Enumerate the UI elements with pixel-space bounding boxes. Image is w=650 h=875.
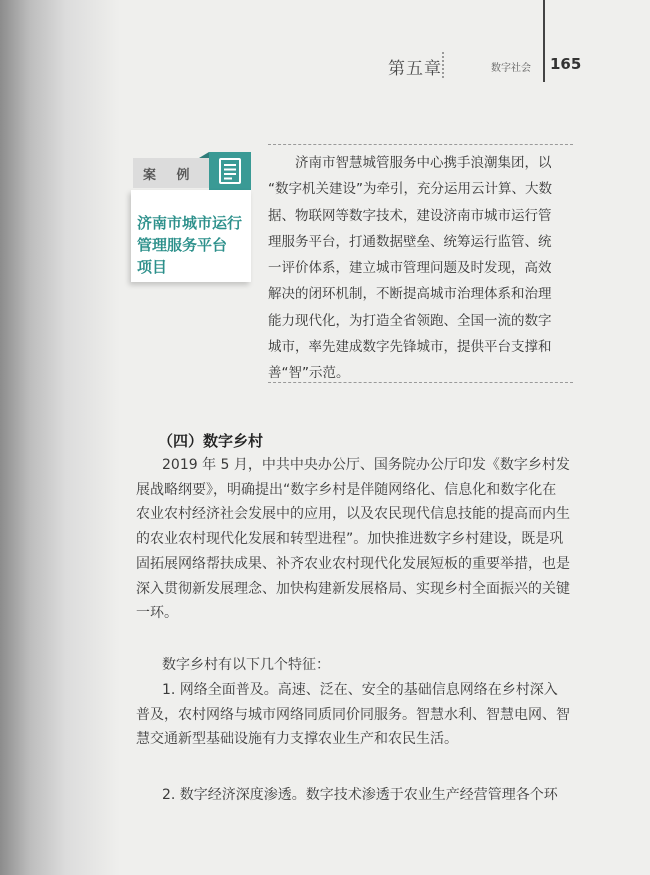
paragraph-line: 一环。 [136, 605, 178, 622]
case-text-line: 一评价体系，建立城市管理问题及时发现，高效 [268, 260, 552, 277]
chapter-title: 第五章 [388, 59, 442, 79]
case-text-line: 解决的闭环机制，不断提高城市治理体系和治理 [268, 286, 552, 303]
case-bottom-divider [268, 382, 573, 383]
case-text-line: 据、物联网等数字技术，建设济南市城市运行管 [268, 207, 552, 224]
case-title [137, 212, 252, 278]
paragraph-line: 深入贯彻新发展理念、加快构建新发展格局、实现乡村全面振兴的关键 [136, 580, 570, 597]
paragraph-line: 1. 网络全面普及。高速、泛在、安全的基础信息网络在乡村深入 [162, 682, 558, 698]
body-paragraph [136, 783, 576, 808]
case-description [268, 150, 578, 387]
paragraph-line: 2. 数字经济深度渗透。数字技术渗透于农业生产经营管理各个环 [162, 787, 558, 803]
case-text-line: 理服务平台，打通数据壁垒、统筹运行监管、统 [268, 233, 552, 250]
paragraph-line: 固拓展网络帮扶成果、补齐农业农村现代化发展短板的重要举措，也是 [136, 555, 570, 572]
paragraph-line: 数字乡村有以下几个特征： [162, 657, 330, 673]
section-title: 数字社会 [491, 63, 531, 74]
case-label: 案 例 [143, 168, 198, 183]
case-top-divider [268, 144, 573, 145]
body-paragraph [136, 678, 576, 752]
case-text-line: 济南市智慧城管服务中心携手浪潮集团，以 [295, 155, 552, 171]
case-text-line: “数字机关建设”为牵引，充分运用云计算、大数 [268, 181, 552, 198]
header-dotted-divider [442, 52, 444, 78]
section-heading: （四）数字乡村 [158, 432, 264, 450]
paragraph-line: 展战略纲要》，明确提出“数字乡村是伴随网络化、信息化和数字化在 [136, 481, 557, 498]
paragraph-line: 普及，农村网络与城市网络同质同价同服务。智慧水利、智慧电网、智 [136, 706, 570, 723]
paragraph-line: 的农业农村现代化发展和转型进程”。加快推进数字乡村建设，既是巩 [136, 531, 564, 548]
case-text-line: 城市，率先建成数字先锋城市，提供平台支撑和 [268, 339, 552, 356]
case-tab-fold [199, 152, 209, 158]
case-text-line: 善“智”示范。 [268, 365, 350, 382]
case-title-line: 管理服务平台 [137, 236, 228, 254]
paragraph-line: 农业农村经济社会发展中的应用，以及农民现代信息技能的提高而内生 [136, 506, 570, 523]
document-list-icon [216, 157, 244, 185]
page-number: 165 [550, 55, 582, 73]
case-title-line: 济南市城市运行 [137, 214, 243, 232]
paragraph-line: 2019 年 5 月，中共中央办公厅、国务院办公厅印发《数字乡村发 [162, 457, 570, 473]
body-paragraph [136, 653, 576, 678]
header-vertical-rule [543, 0, 545, 82]
case-title-line: 项目 [137, 258, 168, 276]
case-text-line: 能力现代化，为打造全省领跑、全国一流的数字 [268, 312, 552, 329]
paragraph-line: 慧交通新型基础设施有力支撑农业生产和农民生活。 [136, 731, 458, 748]
body-paragraph [136, 453, 576, 626]
